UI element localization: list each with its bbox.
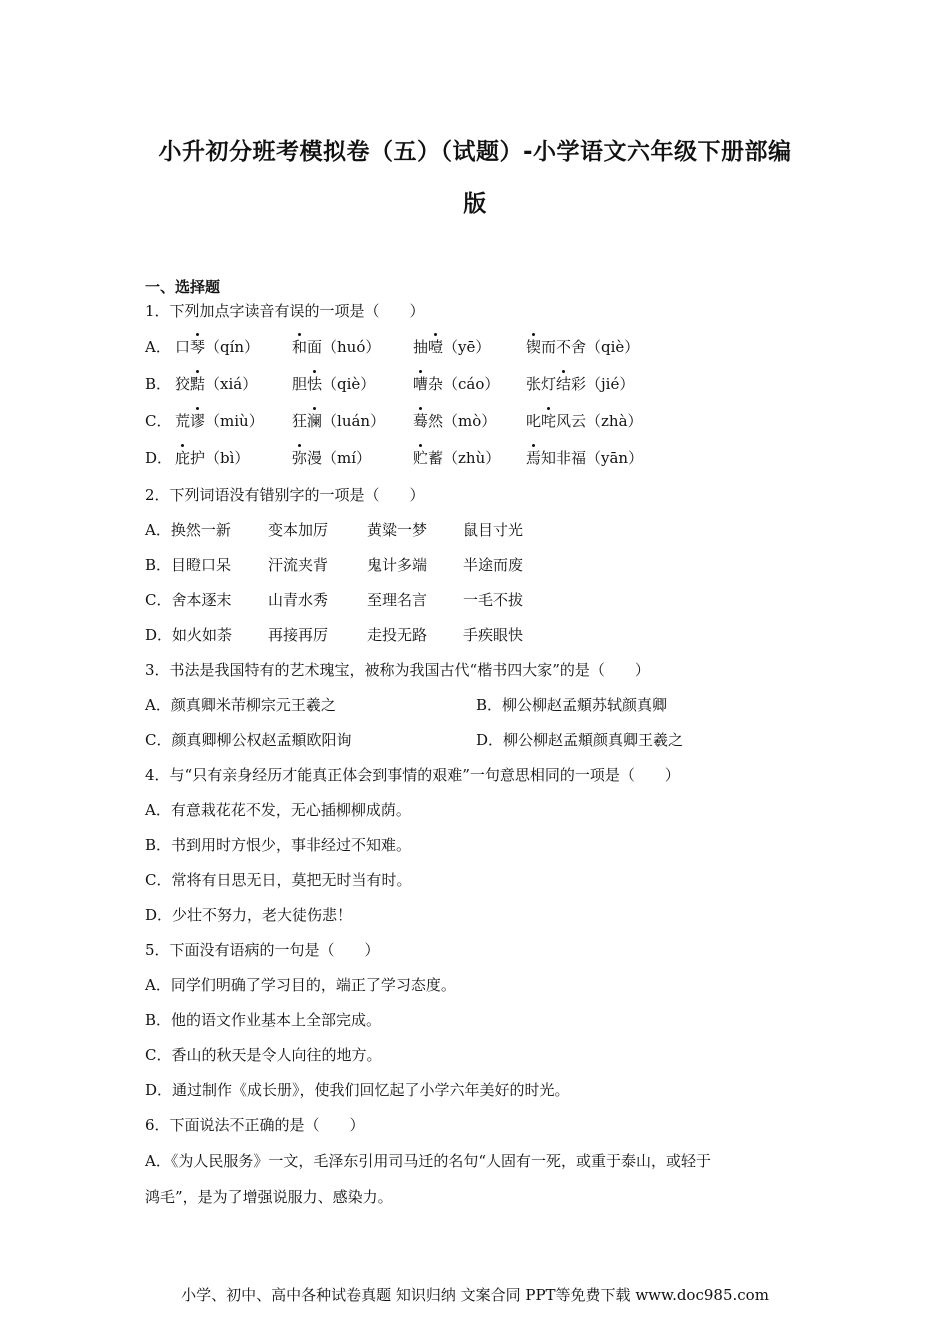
- question-2-word: A．换然一新: [145, 521, 231, 539]
- question-2-word: B．目瞪口呆: [145, 556, 232, 574]
- emphasized-character: 锲: [526, 338, 542, 356]
- pinyin-item: 嘈杂（cáo）: [413, 375, 500, 393]
- emphasized-character: 澜: [307, 412, 323, 430]
- pinyin-item: 狡黠（xiá）: [175, 375, 258, 393]
- option-label: B．: [145, 375, 172, 393]
- pinyin-item: 张灯结彩（jié）: [526, 375, 635, 393]
- question-3-stem: 3．书法是我国特有的艺术瑰宝，被称为我国古代“楷书四大家”的是（ ）: [145, 661, 650, 679]
- question-5-option-c: C．香山的秋天是令人向往的地方。: [145, 1046, 382, 1064]
- question-2-word: D．如火如荼: [145, 626, 233, 644]
- pinyin-item: 蓦然（mò）: [413, 412, 497, 430]
- question-2-word: 变本加厉: [268, 521, 329, 539]
- emphasized-character: 琴: [190, 338, 206, 356]
- option-label: A．: [145, 338, 171, 356]
- question-2-word: 山青水秀: [268, 591, 329, 609]
- page-footer: 小学、初中、高中各种试卷真题 知识归纳 文案合同 PPT等免费下载 www.doc985.com: [181, 1286, 769, 1304]
- emphasized-character: 结: [556, 375, 572, 393]
- pinyin-item: 庇护（bì）: [175, 449, 250, 467]
- question-6-option-a-line-2: 鸿毛”，是为了增强说服力、感染力。: [145, 1188, 393, 1206]
- question-3-option-a: A．颜真卿米芾柳宗元王羲之: [145, 696, 336, 714]
- emphasized-character: 黠: [190, 375, 206, 393]
- question-2-stem: 2．下列词语没有错别字的一项是（ ）: [145, 486, 425, 504]
- emphasized-character: 谬: [190, 412, 206, 430]
- question-1-stem: 1．下列加点字读音有误的一项是（ ）: [145, 302, 425, 320]
- question-2-word: 鼠目寸光: [463, 521, 524, 539]
- question-2-word: 一毛不拔: [463, 591, 524, 609]
- question-5-option-a: A．同学们明确了学习目的，端正了学习态度。: [145, 976, 456, 994]
- pinyin-item: 胆怯（qiè）: [292, 375, 376, 393]
- question-2-word: 再接再厉: [268, 626, 329, 644]
- page-title: [130, 126, 820, 230]
- question-4-option-d: D．少壮不努力，老大徒伤悲！: [145, 906, 353, 924]
- pinyin-item: 锲而不舍（qiè）: [526, 338, 640, 356]
- section-heading: 一、选择题: [145, 278, 221, 296]
- title-line-2: 版: [463, 191, 487, 217]
- question-5-stem: 5．下面没有语病的一句是（ ）: [145, 941, 380, 959]
- question-5-option-b: B．他的语文作业基本上全部完成。: [145, 1011, 382, 1029]
- question-3-option-d: D．柳公柳赵孟頫颜真卿王羲之: [476, 731, 684, 749]
- question-3-option-c: C．颜真卿柳公权赵孟頫欧阳询: [145, 731, 352, 749]
- question-2-word: C．舍本逐末: [145, 591, 232, 609]
- pinyin-item: 和面（huó）: [292, 338, 381, 356]
- question-4-option-a: A．有意栽花花不发，无心插柳柳成荫。: [145, 801, 411, 819]
- pinyin-item: 叱咤风云（zhà）: [526, 412, 643, 430]
- emphasized-character: 弥: [292, 449, 308, 467]
- question-3-option-b: B．柳公柳赵孟頫苏轼颜真卿: [476, 696, 668, 714]
- question-4-stem: 4．与“只有亲身经历才能真正体会到事情的艰难”一句意思相同的一项是（ ）: [145, 766, 680, 784]
- question-2-word: 鬼计多端: [367, 556, 428, 574]
- pinyin-item: 弥漫（mí）: [292, 449, 372, 467]
- question-4-option-b: B．书到用时方恨少，事非经过不知难。: [145, 836, 412, 854]
- question-5-option-d: D．通过制作《成长册》，使我们回忆起了小学六年美好的时光。: [145, 1081, 570, 1099]
- question-2-word: 黄粱一梦: [367, 521, 428, 539]
- emphasized-character: 嘈: [413, 375, 429, 393]
- option-label: D．: [145, 449, 173, 467]
- pinyin-item: 贮蓄（zhù）: [413, 449, 501, 467]
- emphasized-character: 蓦: [413, 412, 429, 430]
- emphasized-character: 贮: [413, 449, 429, 467]
- pinyin-item: 荒谬（miù）: [175, 412, 264, 430]
- emphasized-character: 和: [292, 338, 308, 356]
- emphasized-character: 咤: [541, 412, 557, 430]
- pinyin-item: 狂澜（luán）: [292, 412, 386, 430]
- title-line-1: 小升初分班考模拟卷（五）（试题）-小学语文六年级下册部编: [158, 139, 792, 165]
- question-2-word: 汗流夹背: [268, 556, 329, 574]
- pinyin-item: 抽噎（yē）: [413, 338, 491, 356]
- emphasized-character: 庇: [175, 449, 191, 467]
- question-6-option-a-line-1: A．《为人民服务》一文，毛泽东引用司马迁的名句“人固有一死，或重于泰山，或轻于: [145, 1152, 712, 1170]
- emphasized-character: 怯: [307, 375, 323, 393]
- pinyin-item: 口琴（qín）: [175, 338, 260, 356]
- option-label: C．: [145, 412, 172, 430]
- pinyin-item: 焉知非福（yān）: [526, 449, 644, 467]
- question-2-word: 半途而废: [463, 556, 524, 574]
- question-2-word: 走投无路: [367, 626, 428, 644]
- emphasized-character: 噎: [428, 338, 444, 356]
- question-4-option-c: C．常将有日思无日，莫把无时当有时。: [145, 871, 412, 889]
- question-6-stem: 6．下面说法不正确的是（ ）: [145, 1116, 365, 1134]
- question-2-word: 至理名言: [367, 591, 428, 609]
- question-2-word: 手疾眼快: [463, 626, 524, 644]
- emphasized-character: 焉: [526, 449, 542, 467]
